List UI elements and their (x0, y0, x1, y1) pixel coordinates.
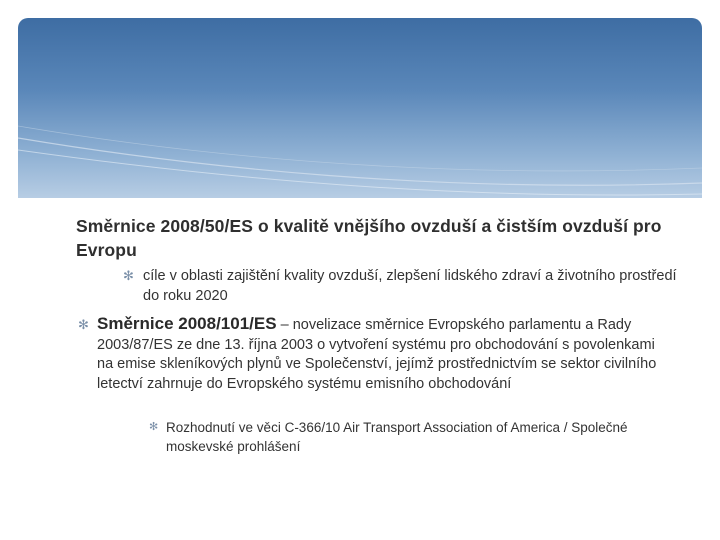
bullet-text: Rozhodnutí ve věci C-366/10 Air Transport Association of America / Společné moskevské prohlášení (166, 420, 628, 454)
bullet-text (97, 314, 667, 394)
asterisk-bullet-icon: ✻ (123, 268, 134, 283)
directive-heading: Směrnice 2008/101/ES (97, 314, 277, 333)
slide-title: Směrnice 2008/50/ES o kvalitě vnějšího ovzduší a čistším ovzduší pro Evropu (76, 216, 662, 260)
asterisk-bullet-icon: ✻ (78, 317, 89, 332)
directive-description: – novelizace směrnice Evropského parlamentu a Rady 2003/87/ES ze dne 13. října 2003 o vytvoření systému pro obchodování s povolenkami na emise skleníkových plynů ve Společenství, jejímž prostřednictvím se sektor civilního letectví zahrnuje do Evropského systému emisního obchodování (97, 317, 657, 392)
asterisk-bullet-icon: ✻ (149, 421, 159, 433)
bullet-text: cíle v oblasti zajištění kvality ovzduší, zlepšení lidského zdraví a životního prostředí do roku 2020 (143, 268, 677, 304)
